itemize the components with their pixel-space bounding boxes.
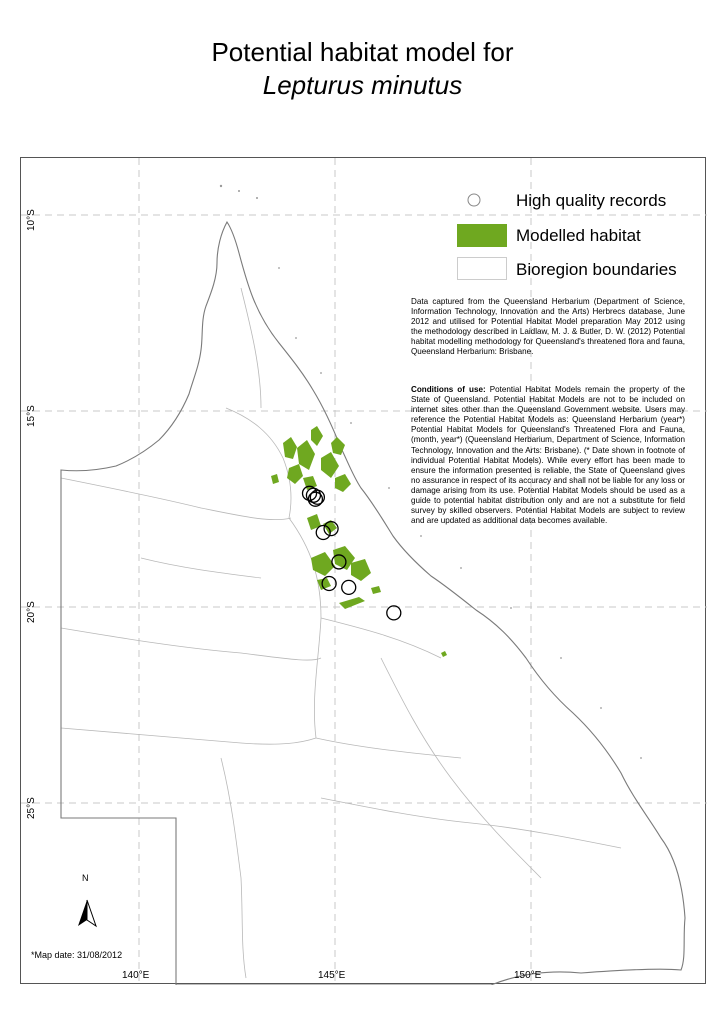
bioregion-line <box>221 758 246 978</box>
bioregion-line <box>381 658 541 878</box>
bioregion-line <box>321 618 441 658</box>
habitat-patch <box>311 552 335 576</box>
conditions-of-use <box>411 385 685 526</box>
habitat-swatch <box>457 224 507 247</box>
title-line-1: Potential habitat model for <box>211 37 514 67</box>
bioregion-line <box>241 288 261 408</box>
habitat-patch <box>441 651 447 657</box>
lat-label-20: 20°S <box>26 601 37 623</box>
bioregion-swatch <box>457 257 507 280</box>
habitat-patch <box>321 452 339 478</box>
data-source-text: Data captured from the Queensland Herbarium (Department of Science, Information Technology, Innovation and the Arts) Herbrecs database, June 2012 and utilised for Potential Habitat Model preparation May 2012 using the methodology described in Laidlaw, M. J. & Butler, D. W. (2012) Potential habitat modelling methodology for Queensland's threatened flora and fauna, Queensland Herbarium: Brisbane. <box>411 297 685 357</box>
bioregion-line <box>289 518 321 738</box>
record-circle-icon <box>466 192 482 208</box>
legend-records-label: High quality records <box>516 191 667 210</box>
habitat-patch <box>335 474 351 492</box>
bioregion-line <box>321 798 621 848</box>
high-quality-record[interactable] <box>342 580 356 594</box>
map-date: *Map date: 31/08/2012 <box>31 950 123 960</box>
map-frame[interactable] <box>20 157 706 984</box>
conditions-body: Potential Habitat Models remain the property of the State of Queensland. Potential Habitat Models are not to be included on internet sites other than the Queensland Government website. Users may reference the Potential Habitat Models as: Queensland Herbarium (year*) Potential Habitat Models for Queensland's Threatened Flora and Fauna, (month, year*) (Queensland Herbarium, Department of Science, Information Technology, Innovation and the Arts: Brisbane). (* Date shown in footnote of individual Potential Habitat Models). While every effort has been made to ensure the information presented is reliable, the State of Queensland gives no assurance in respect of its accuracy and shall not be liable for any loss or damage arising from its use. Potential Habitat Models should be used as a guide to potential habitat distribution only and are not a substitute for field survey by skilled observers. Potential Habitat Models are subject to review and are updated as additional data becomes available. <box>411 385 685 526</box>
north-arrow-icon <box>78 900 96 926</box>
habitat-patch <box>297 440 315 470</box>
map-canvas[interactable] <box>21 158 707 985</box>
lon-label-145: 145°E <box>318 970 346 981</box>
habitat-patch <box>371 586 381 594</box>
conditions-heading: Conditions of use: <box>411 385 486 394</box>
habitat-patch <box>283 437 297 459</box>
bioregion-line <box>61 728 316 744</box>
lon-label-140: 140°E <box>122 970 150 981</box>
north-label: N <box>82 873 89 883</box>
bioregion-line <box>61 628 321 660</box>
high-quality-record[interactable] <box>387 606 401 620</box>
habitat-patch <box>311 426 323 446</box>
legend-bioregion-label: Bioregion boundaries <box>516 260 677 279</box>
title-species: Lepturus minutus <box>262 70 463 100</box>
habitat-patch <box>351 559 371 581</box>
bioregion-line <box>226 408 291 518</box>
bioregion-line <box>316 738 461 758</box>
lat-label-10: 10°S <box>26 209 37 231</box>
lon-label-150: 150°E <box>514 970 542 981</box>
lat-label-25: 25°S <box>26 797 37 819</box>
bioregion-line <box>141 558 261 578</box>
habitat-patch <box>271 474 279 484</box>
legend-habitat-label: Modelled habitat <box>516 226 641 245</box>
bioregion-line <box>61 478 291 520</box>
lat-label-15: 15°S <box>26 405 37 427</box>
